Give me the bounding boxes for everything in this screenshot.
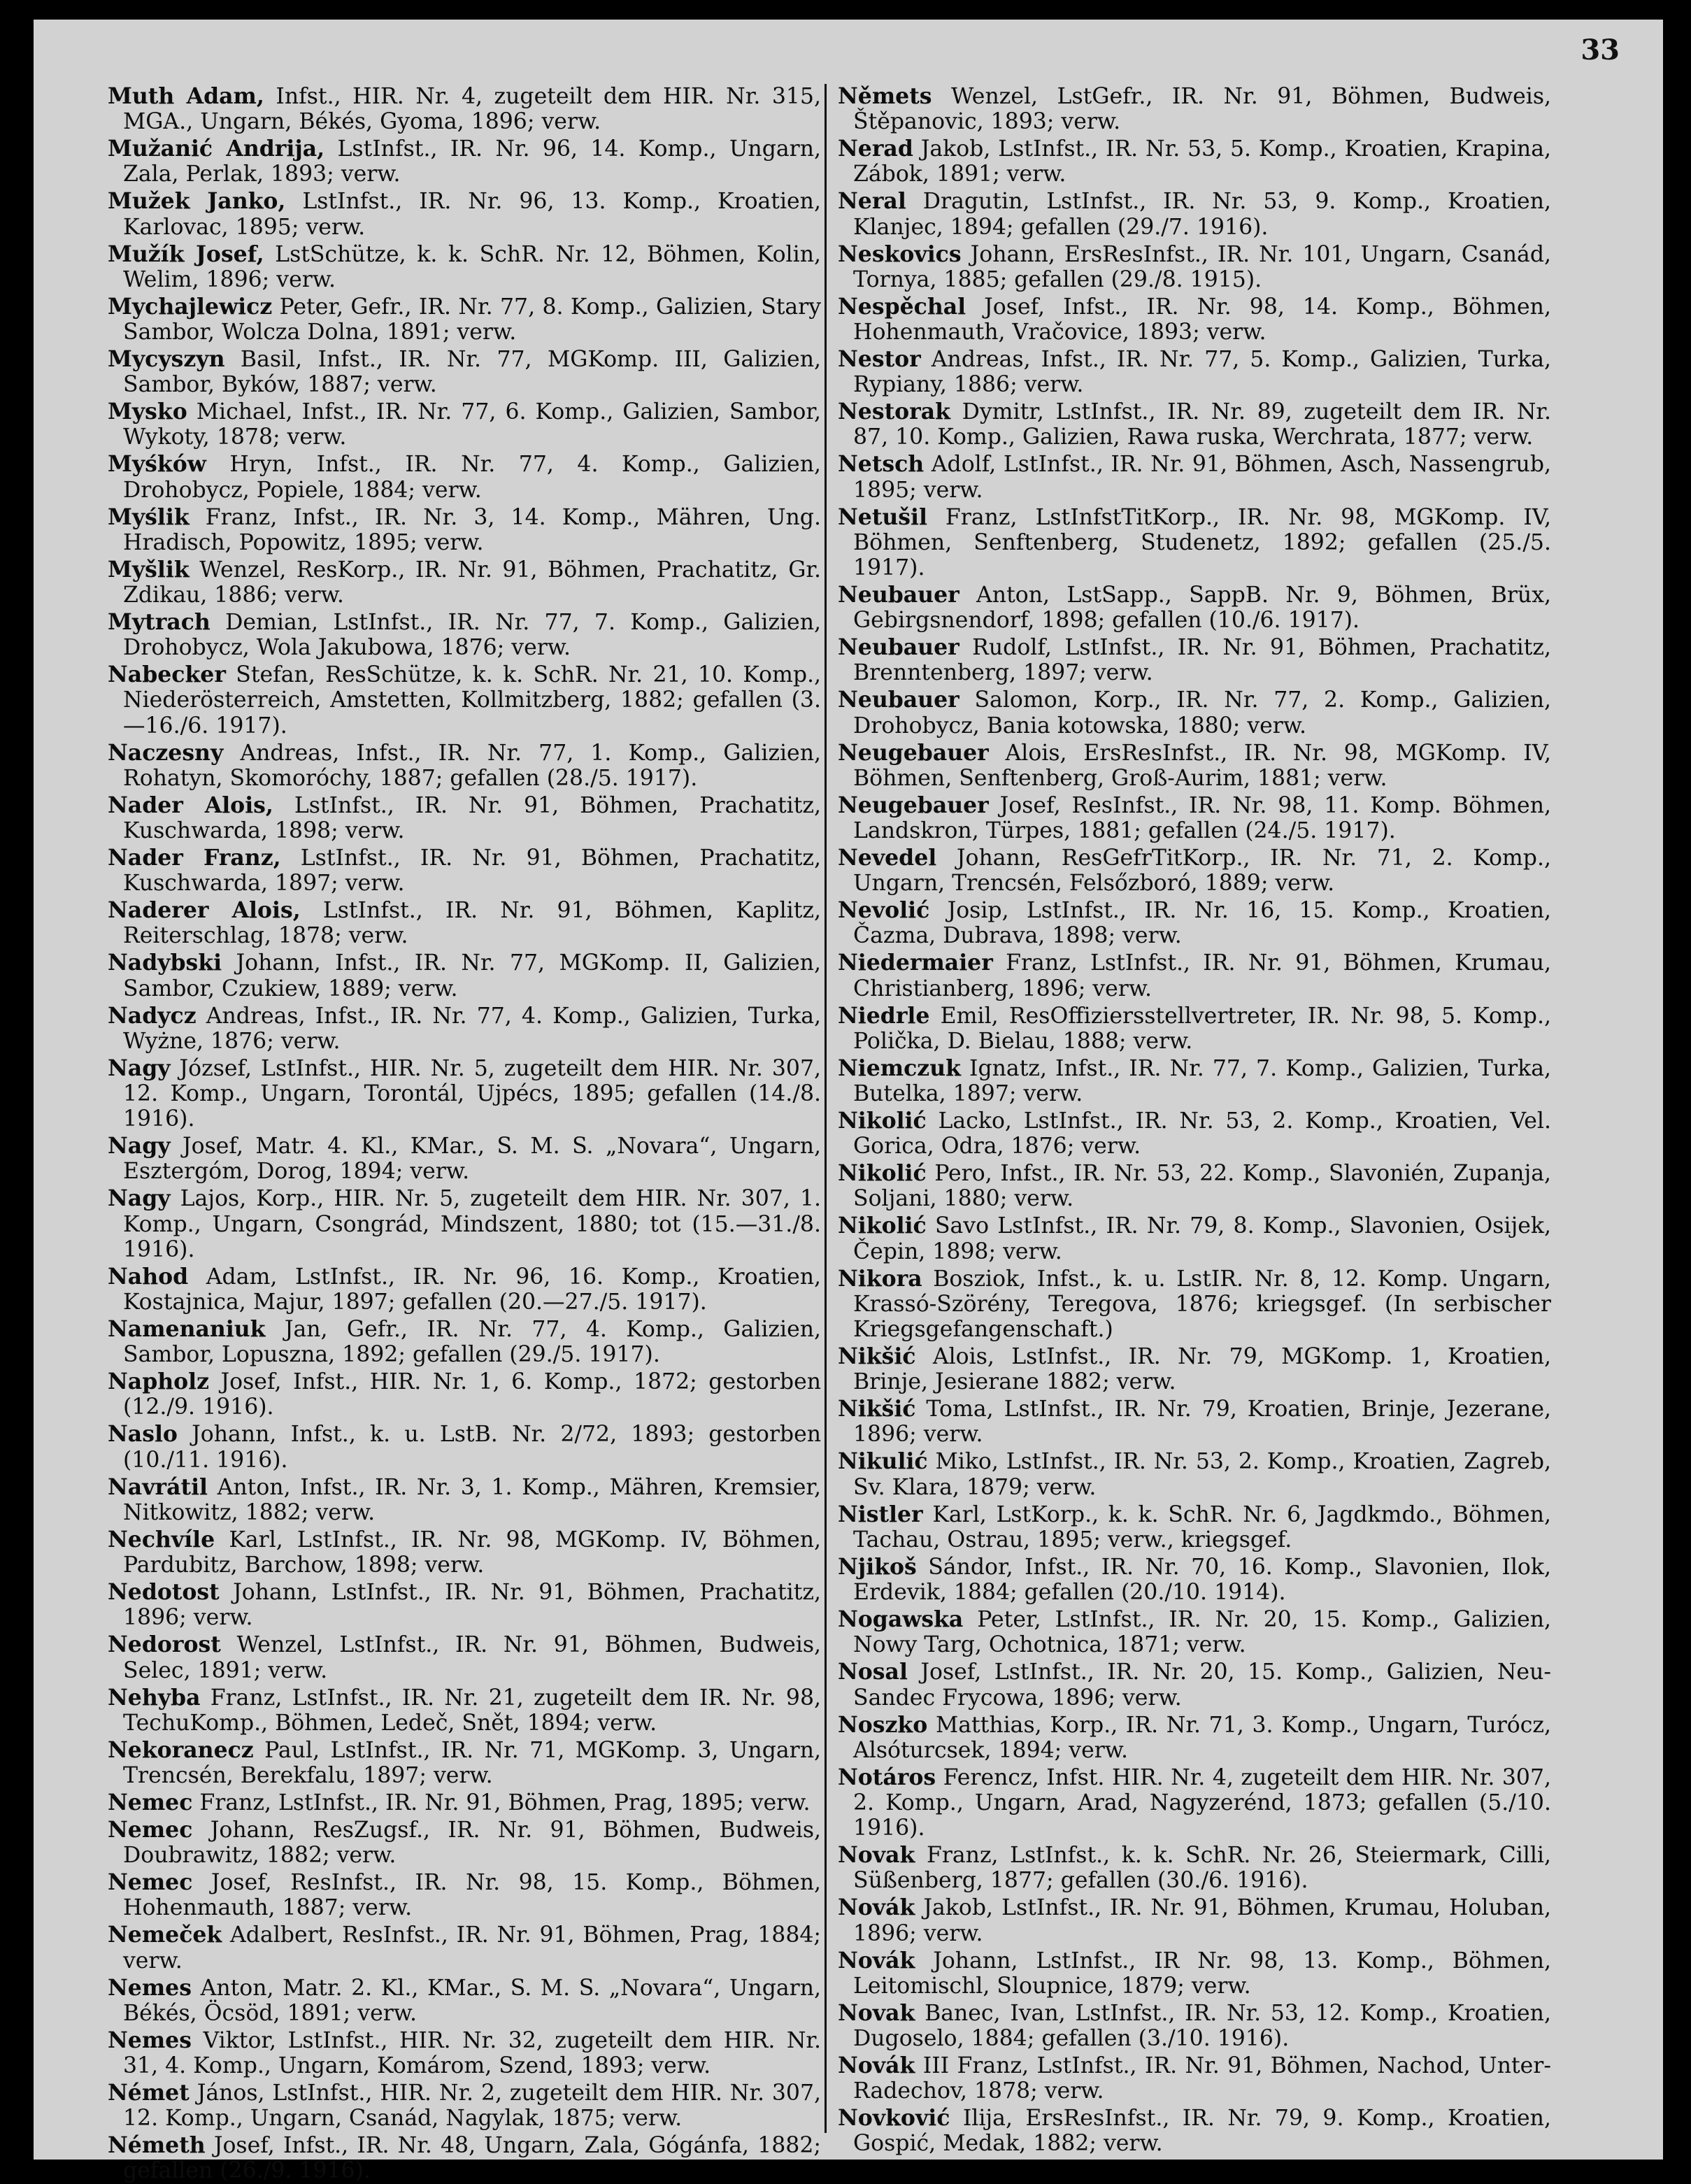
register-entry	[838, 1765, 1551, 1841]
entry-details: Franz, LstInfst., IR. Nr. 21, zugeteilt dem IR. Nr. 98, TechuKomp., Böhmen, Ledeč, Snět, 1894; verw.	[123, 1685, 822, 1736]
entry-surname: Nadybski	[108, 950, 222, 976]
entry-surname: Nestorak	[838, 399, 950, 425]
entry-surname: Neubauer	[838, 687, 959, 713]
entry-details: III Franz, LstInfst., IR. Nr. 91, Böhmen, Nachod, Unter-Radechov, 1878; verw.	[853, 2053, 1551, 2104]
register-entry	[838, 84, 1551, 134]
register-entry	[108, 610, 821, 660]
entry-details: Franz, Infst., IR. Nr. 3, 14. Komp., Mähren, Ung. Hradisch, Popowitz, 1895; verw.	[123, 504, 821, 555]
register-entry	[108, 845, 821, 896]
entry-surname: Neugebauer	[838, 792, 989, 818]
entry-details: Hryn, Infst., IR. Nr. 77, 4. Komp., Galizien, Drohobycz, Popiele, 1884; verw.	[123, 452, 821, 503]
register-entry	[108, 347, 821, 397]
entry-surname: Nader Alois,	[108, 792, 273, 818]
entry-surname: Nemec	[108, 1816, 193, 1843]
register-entry	[108, 662, 821, 738]
register-entry	[108, 1134, 821, 1184]
entry-details: Johann, ErsResInfst., IR. Nr. 101, Ungarn, Csanád, Tornya, 1885; gefallen (29./8. 1915).	[853, 241, 1552, 292]
entry-surname: Nabecker	[108, 662, 226, 688]
register-entry	[838, 1397, 1551, 1447]
entry-surname: Neugebauer	[838, 739, 989, 766]
register-entry	[838, 1344, 1551, 1394]
entry-details: Bosziok, Infst., k. u. LstIR. Nr. 8, 12. Komp. Ungarn, Krassó-Szörény, Teregova, 1876; kriegsgef. (In serbischer Kriegsgefangenschaft.)	[853, 1266, 1552, 1343]
entry-details: Anton, Infst., IR. Nr. 3, 1. Komp., Mähren, Kremsier, Nitkowitz, 1882; verw.	[123, 1474, 821, 1525]
entry-details: Rudolf, LstInfst., IR. Nr. 91, Böhmen, Prachatitz, Brenntenberg, 1897; verw.	[853, 635, 1551, 686]
entry-surname: Namenaniuk	[108, 1316, 266, 1343]
entry-surname: Naczesny	[108, 739, 224, 766]
entry-details: Michael, Infst., IR. Nr. 77, 6. Komp., Galizien, Sambor, Wykoty, 1878; verw.	[123, 399, 821, 450]
register-entry	[838, 1895, 1551, 1946]
entry-surname: Nikora	[838, 1265, 922, 1292]
entry-details: LstInfst., IR. Nr. 91, Böhmen, Prachatitz, Kuschwarda, 1898; verw.	[123, 792, 822, 844]
entry-details: Dymitr, LstInfst., IR. Nr. 89, zugeteilt dem IR. Nr. 87, 10. Komp., Galizien, Rawa ruska, Werchrata, 1877; verw.	[853, 399, 1552, 450]
register-entry	[838, 347, 1551, 397]
register-entry	[108, 1685, 821, 1736]
entry-surname: Nevedel	[838, 845, 937, 871]
entry-surname: Németh	[108, 2132, 206, 2159]
entry-surname: Nadycz	[108, 1002, 197, 1029]
register-entry	[108, 1422, 821, 1472]
register-entry	[108, 1632, 821, 1683]
entry-surname: Netušil	[838, 504, 927, 530]
entry-surname: Neubauer	[838, 634, 959, 661]
entry-surname: Nikolić	[838, 1108, 927, 1134]
register-entry	[108, 1527, 821, 1578]
entry-details: Jakob, LstInfst., IR. Nr. 91, Böhmen, Krumau, Holuban, 1896; verw.	[853, 1895, 1552, 1946]
register-entry	[108, 189, 821, 239]
register-entry	[108, 1056, 821, 1132]
register-entry	[108, 2028, 821, 2078]
entry-details: Karl, LstInfst., IR. Nr. 98, MGKomp. IV, Böhmen, Pardubitz, Barchow, 1898; verw.	[123, 1527, 822, 1578]
entry-surname: Navrátil	[108, 1473, 208, 1500]
register-entry	[108, 1976, 821, 2026]
entry-surname: Myšlik	[108, 556, 190, 583]
entry-surname: Muth Adam,	[108, 83, 264, 109]
entry-details: Sándor, Infst., IR. Nr. 70, 16. Komp., Slavonien, Ilok, Erdevik, 1884; gefallen (20./10. 1914).	[853, 1554, 1551, 1606]
register-entry	[838, 136, 1551, 187]
register-entry	[838, 1713, 1551, 1763]
entry-details: Emil, ResOffiziersstellvertreter, IR. Nr. 98, 5. Komp., Polička, D. Bielau, 1888; verw.	[853, 1003, 1551, 1054]
entry-details: Anton, Matr. 2. Kl., KMar., S. M. S. „Novara“, Ungarn, Békés, Öcsöd, 1891; verw.	[123, 1975, 821, 2026]
entry-details: Banec, Ivan, LstInfst., IR. Nr. 53, 12. Komp., Kroatien, Dugoselo, 1884; gefallen (3./10. 1916).	[853, 2000, 1551, 2051]
entry-surname: Nedotost	[108, 1579, 220, 1606]
register-entry	[838, 583, 1551, 633]
register-entry	[108, 1317, 821, 1367]
entry-surname: Nikšić	[838, 1343, 916, 1370]
entry-surname: Niedermaier	[838, 950, 993, 976]
register-entry	[838, 1948, 1551, 1999]
register-entry	[838, 189, 1551, 239]
entry-surname: Neubauer	[838, 582, 959, 608]
entry-surname: Nahod	[108, 1263, 189, 1290]
entry-details: Johann, ResGefrTitKorp., IR. Nr. 71, 2. Komp., Ungarn, Trencsén, Felsőzboró, 1889; verw.	[853, 845, 1551, 897]
entry-details: Franz, LstInfst., IR. Nr. 91, Böhmen, Prag, 1895; verw.	[199, 1790, 811, 1815]
entry-details: LstInfst., IR. Nr. 96, 14. Komp., Ungarn, Zala, Perlak, 1893; verw.	[123, 136, 821, 187]
entry-details: Johann, LstInfst., IR Nr. 98, 13. Komp., Böhmen, Leitomischl, Sloupnice, 1879; verw.	[853, 1948, 1551, 1999]
register-entry	[108, 1818, 821, 1868]
page-number: 33	[1581, 34, 1620, 66]
register-entry	[838, 793, 1551, 843]
register-entry	[838, 1607, 1551, 1657]
entry-surname: Nikulić	[838, 1448, 928, 1475]
register-entry	[108, 1870, 821, 1920]
register-entry	[108, 793, 821, 843]
register-entry	[108, 242, 821, 292]
register-entry	[108, 1186, 821, 1262]
entry-details: LstSchütze, k. k. SchR. Nr. 12, Böhmen, Kolin, Welim, 1896; verw.	[123, 241, 821, 292]
entry-surname: Nogawska	[838, 1606, 964, 1633]
entry-surname: Naslo	[108, 1421, 178, 1448]
entry-details: Josef, LstInfst., IR. Nr. 20, 15. Komp., Galizien, Neu-Sandec Frycowa, 1896; verw.	[853, 1660, 1551, 1711]
entry-surname: Novák	[838, 2052, 915, 2078]
register-entry	[838, 845, 1551, 896]
entry-details: Josef, ResInfst., IR. Nr. 98, 15. Komp., Böhmen, Hohenmauth, 1887; verw.	[123, 1870, 822, 1921]
entry-surname: Nekoranecz	[108, 1736, 254, 1763]
entry-surname: Nespěchal	[838, 293, 966, 320]
entry-surname: Neral	[838, 188, 906, 215]
register-entry	[108, 399, 821, 450]
register-entry	[108, 1922, 821, 1973]
register-entry	[838, 1843, 1551, 1893]
register-entry	[108, 1264, 821, 1315]
entry-details: Josef, Infst., HIR. Nr. 1, 6. Komp., 1872; gestorben (12./9. 1916).	[123, 1369, 822, 1420]
entry-details: Adam, LstInfst., IR. Nr. 96, 16. Komp., Kroatien, Kostajnica, Majur, 1897; gefallen (20.—27./5. 1917).	[123, 1264, 822, 1315]
document-page	[34, 20, 1663, 2184]
entry-surname: Napholz	[108, 1369, 209, 1395]
entry-details: János, LstInfst., HIR. Nr. 2, zugeteilt dem HIR. Nr. 307, 12. Komp., Ungarn, Csanád, Nagylak, 1875; verw.	[123, 2080, 822, 2132]
entry-details: Toma, LstInfst., IR. Nr. 79, Kroatien, Brinje, Jezerane, 1896; verw.	[853, 1397, 1551, 1448]
register-entry	[838, 2053, 1551, 2104]
entry-surname: Nikolić	[838, 1213, 927, 1239]
entry-details: Peter, Gefr., IR. Nr. 77, 8. Komp., Galizien, Stary Sambor, Wolcza Dolna, 1891; verw.	[123, 294, 822, 345]
entry-surname: Mužík Josef,	[108, 241, 264, 267]
register-entry	[108, 505, 821, 555]
entry-details: Ferencz, Infst. HIR. Nr. 4, zugeteilt dem HIR. Nr. 307, 2. Komp., Ungarn, Arad, Nagyzerénd, 1873; gefallen (5./10. 1916).	[853, 1764, 1552, 1841]
entry-surname: Nikolić	[838, 1160, 927, 1187]
entry-surname: Novak	[838, 1999, 915, 2026]
register-entry	[108, 1369, 821, 1420]
entry-surname: Notáros	[838, 1764, 936, 1790]
register-entry	[108, 2133, 821, 2183]
entry-details: Lacko, LstInfst., IR. Nr. 53, 2. Komp., Kroatien, Vel. Gorica, Odra, 1876; verw.	[853, 1108, 1552, 1159]
entry-details: LstInfst., IR. Nr. 91, Böhmen, Prachatitz, Kuschwarda, 1897; verw.	[123, 845, 822, 897]
register-entry	[108, 557, 821, 608]
entry-surname: Nemes	[108, 1974, 192, 2001]
register-entry	[838, 1449, 1551, 1499]
register-entry	[108, 741, 821, 791]
entry-details: Matthias, Korp., IR. Nr. 71, 3. Komp., Ungarn, Turócz, Alsóturcsek, 1894; verw.	[853, 1712, 1552, 1763]
register-entry	[108, 84, 821, 134]
register-entry	[108, 452, 821, 502]
entry-details: Josef, Matr. 4. Kl., KMar., S. M. S. „Novara“, Ungarn, Esztergóm, Dorog, 1894; verw.	[123, 1134, 822, 1185]
entry-details: Johann, Infst., IR. Nr. 77, MGKomp. II, Galizien, Sambor, Czukiew, 1889; verw.	[123, 950, 821, 1001]
entry-surname: Mychajlewicz	[108, 293, 273, 320]
entry-details: Andreas, Infst., IR. Nr. 77, 1. Komp., Galizien, Rohatyn, Skomoróchy, 1887; gefallen (28./5. 1917).	[123, 740, 821, 791]
register-entry	[108, 1475, 821, 1525]
entry-details: József, LstInfst., HIR. Nr. 5, zugeteilt dem HIR. Nr. 307, 12. Komp., Ungarn, Torontál, Ujpécs, 1895; gefallen (14./8. 1916).	[123, 1055, 822, 1132]
entry-surname: Niemczuk	[838, 1055, 961, 1081]
entry-details: Wenzel, ResKorp., IR. Nr. 91, Böhmen, Prachatitz, Gr. Zdikau, 1886; verw.	[123, 557, 822, 608]
entry-surname: Naderer Alois,	[108, 897, 301, 924]
register-entry	[838, 1108, 1551, 1159]
entry-details: Johann, Infst., k. u. LstB. Nr. 2/72, 1893; gestorben (10./11. 1916).	[123, 1422, 822, 1473]
entry-details: Lajos, Korp., HIR. Nr. 5, zugeteilt dem HIR. Nr. 307, 1. Komp., Ungarn, Csongrád, Mindszent, 1880; tot (15.—31./8. 1916).	[123, 1186, 821, 1262]
register-entry	[108, 294, 821, 345]
entry-surname: Német	[108, 2079, 190, 2106]
entry-details: Adolf, LstInfst., IR. Nr. 91, Böhmen, Asch, Nassengrub, 1895; verw.	[853, 452, 1552, 503]
register-entry	[108, 1790, 821, 1815]
entry-surname: Nistler	[838, 1501, 923, 1527]
entry-details: Wenzel, LstGefr., IR. Nr. 91, Böhmen, Budweis, Štěpanovic, 1893; verw.	[853, 84, 1551, 135]
entry-details: LstInfst., IR. Nr. 96, 13. Komp., Kroatien, Karlovac, 1895; verw.	[123, 189, 821, 240]
entry-surname: Novak	[838, 1842, 915, 1869]
register-entry	[838, 242, 1551, 292]
entry-surname: Mužek Janko,	[108, 188, 286, 215]
register-entry	[838, 1213, 1551, 1264]
entry-surname: Neskovics	[838, 241, 962, 267]
entry-surname: Nestor	[838, 346, 921, 373]
entry-surname: Nemeček	[108, 1922, 222, 1948]
entry-details: Pero, Infst., IR. Nr. 53, 22. Komp., Slavonién, Zupanja, Soljani, 1880; verw.	[853, 1161, 1551, 1212]
entry-surname: Nedorost	[108, 1632, 221, 1658]
entry-details: Ignatz, Infst., IR. Nr. 77, 7. Komp., Galizien, Turka, Butelka, 1897; verw.	[853, 1055, 1552, 1107]
column-divider	[825, 84, 827, 2133]
entry-surname: Noszko	[838, 1711, 928, 1738]
entry-surname: Novák	[838, 1894, 915, 1921]
entry-surname: Mysko	[108, 399, 187, 425]
entry-details: Franz, LstInfst., IR. Nr. 91, Böhmen, Krumau, Christianberg, 1896; verw.	[853, 950, 1551, 1001]
register-entry	[838, 399, 1551, 450]
entry-surname: Mytrach	[108, 609, 211, 636]
entry-surname: Nerad	[838, 136, 913, 162]
entry-surname: Nagy	[108, 1055, 171, 1081]
entry-surname: Novák	[838, 1947, 915, 1974]
register-entry	[838, 1056, 1551, 1106]
register-entry	[108, 950, 821, 1001]
entry-details: Infst., HIR. Nr. 4, zugeteilt dem HIR. Nr. 315, MGA., Ungarn, Békés, Gyoma, 1896; verw.	[123, 84, 821, 135]
entry-surname: Nader Franz,	[108, 845, 281, 871]
entry-details: Adalbert, ResInfst., IR. Nr. 91, Böhmen, Prag, 1884; verw.	[123, 1922, 822, 1974]
entry-details: Josip, LstInfst., IR. Nr. 16, 15. Komp., Kroatien, Čazma, Dubrava, 1898; verw.	[853, 898, 1551, 949]
entry-details: Jakob, LstInfst., IR. Nr. 53, 5. Komp., Kroatien, Krapina, Zábok, 1891; verw.	[853, 136, 1551, 187]
entry-surname: Nosal	[838, 1659, 908, 1685]
entry-surname: Nehyba	[108, 1684, 201, 1711]
register-entry	[838, 741, 1551, 791]
entry-surname: Nevolić	[838, 897, 930, 924]
entry-details: Johann, ResZugsf., IR. Nr. 91, Böhmen, Budweis, Doubrawitz, 1882; verw.	[123, 1817, 822, 1869]
register-entry	[838, 452, 1551, 502]
right-column	[838, 83, 1552, 2157]
entry-surname: Netsch	[838, 451, 925, 478]
register-entry	[838, 1266, 1551, 1343]
register-entry	[108, 1738, 821, 1788]
entry-details: Basil, Infst., IR. Nr. 77, MGKomp. III, Galizien, Sambor, Byków, 1887; verw.	[123, 347, 821, 398]
entry-surname: Myślik	[108, 504, 190, 530]
entry-details: Miko, LstInfst., IR. Nr. 53, 2. Komp., Kroatien, Zagreb, Sv. Klara, 1879; verw.	[853, 1449, 1552, 1500]
register-entry	[838, 2001, 1551, 2051]
register-entry	[108, 1580, 821, 1630]
entry-details: Josef, Infst., IR. Nr. 48, Ungarn, Zala, Gógánfa, 1882; gefallen (26./9. 1916).	[123, 2133, 822, 2184]
entry-details: Alois, LstInfst., IR. Nr. 79, MGKomp. 1, Kroatien, Brinje, Jesierane 1882; verw.	[853, 1344, 1552, 1395]
left-column	[108, 83, 822, 2184]
register-entry	[838, 505, 1551, 581]
register-entry	[108, 136, 821, 187]
entry-details: Ilija, ErsResInfst., IR. Nr. 79, 9. Komp., Kroatien, Gospić, Medak, 1882; verw.	[853, 2106, 1551, 2157]
entry-details: Jan, Gefr., IR. Nr. 77, 4. Komp., Galizien, Sambor, Lopuszna, 1892; gefallen (29./5. 1917).	[123, 1317, 822, 1368]
register-entry	[108, 2080, 821, 2131]
entry-surname: Nechvíle	[108, 1526, 215, 1553]
entry-surname: Nagy	[108, 1133, 171, 1159]
register-entry	[838, 1161, 1551, 1211]
entry-details: Salomon, Korp., IR. Nr. 77, 2. Komp., Galizien, Drohobycz, Bania kotowska, 1880; verw.	[853, 687, 1552, 738]
entry-surname: Nikšić	[838, 1396, 916, 1422]
entry-details: Savo LstInfst., IR. Nr. 79, 8. Komp., Slavonien, Osijek, Čepin, 1898; verw.	[853, 1213, 1552, 1264]
register-entry	[838, 950, 1551, 1001]
entry-surname: Nemes	[108, 2027, 192, 2053]
entry-surname: Nagy	[108, 1185, 171, 1212]
entry-surname: Niedrle	[838, 1002, 930, 1029]
register-entry	[838, 294, 1551, 345]
entry-details: Dragutin, LstInfst., IR. Nr. 53, 9. Komp., Kroatien, Klanjec, 1894; gefallen (29./7. 1916).	[853, 189, 1552, 240]
entry-details: Viktor, LstInfst., HIR. Nr. 32, zugeteilt dem HIR. Nr. 31, 4. Komp., Ungarn, Komárom, Szend, 1893; verw.	[123, 2027, 822, 2078]
entry-details: Andreas, Infst., IR. Nr. 77, 4. Komp., Galizien, Turka, Wyżne, 1876; verw.	[123, 1003, 821, 1054]
entry-surname: Nemec	[108, 1869, 193, 1896]
entry-details: Franz, LstInfstTitKorp., IR. Nr. 98, MGKomp. IV, Böhmen, Senftenberg, Studenetz, 1892; gefallen (25./5. 1917).	[853, 504, 1551, 581]
entry-surname: Nemec	[108, 1789, 193, 1815]
entry-details: Anton, LstSapp., SappB. Nr. 9, Böhmen, Brüx, Gebirgsnendorf, 1898; gefallen (10./6. 1917).	[853, 583, 1551, 634]
register-entry	[838, 687, 1551, 738]
entry-details: LstInfst., IR. Nr. 91, Böhmen, Kaplitz, Reiterschlag, 1878; verw.	[123, 898, 821, 949]
entry-details: Paul, LstInfst., IR. Nr. 71, MGKomp. 3, Ungarn, Trencsén, Berekfalu, 1897; verw.	[123, 1737, 821, 1788]
register-entry	[838, 2106, 1551, 2156]
register-entry	[838, 635, 1551, 685]
entry-surname: Němets	[838, 83, 932, 109]
register-entry	[838, 898, 1551, 948]
entry-surname: Novković	[838, 2105, 950, 2132]
register-entry	[838, 1502, 1551, 1553]
entry-details: Peter, LstInfst., IR. Nr. 20, 15. Komp., Galizien, Nowy Targ, Ochotnica, 1871; verw.	[853, 1607, 1552, 1658]
entry-details: Franz, LstInfst., k. k. SchR. Nr. 26, Steiermark, Cilli, Süßenberg, 1877; gefallen (30./6. 1916).	[853, 1843, 1552, 1894]
register-entry	[838, 1555, 1551, 1605]
entry-details: Demian, LstInfst., IR. Nr. 77, 7. Komp., Galizien, Drohobycz, Wola Jakubowa, 1876; verw.	[123, 610, 821, 661]
entry-details: Karl, LstKorp., k. k. SchR. Nr. 6, Jagdkmdo., Böhmen, Tachau, Ostrau, 1895; verw., kriegsgef.	[853, 1501, 1551, 1553]
entry-surname: Myśków	[108, 451, 206, 478]
entry-details: Andreas, Infst., IR. Nr. 77, 5. Komp., Galizien, Turka, Rypiany, 1886; verw.	[853, 347, 1551, 398]
entry-details: Josef, ResInfst., IR. Nr. 98, 11. Komp. Böhmen, Landskron, Türpes, 1881; gefallen (24./5. 1917).	[853, 792, 1552, 844]
register-entry	[108, 898, 821, 948]
entry-surname: Mycyszyn	[108, 346, 225, 373]
entry-details: Alois, ErsResInfst., IR. Nr. 98, MGKomp. IV, Böhmen, Senftenberg, Groß-Aurim, 1881; verw.	[853, 740, 1552, 791]
entry-details: Wenzel, LstInfst., IR. Nr. 91, Böhmen, Budweis, Selec, 1891; verw.	[123, 1632, 822, 1683]
register-entry	[838, 1004, 1551, 1054]
entry-surname: Njikoš	[838, 1553, 917, 1580]
entry-surname: Mužanić Andrija,	[108, 136, 325, 162]
register-entry	[108, 1004, 821, 1054]
register-entry	[838, 1660, 1551, 1710]
entry-details: Stefan, ResSchütze, k. k. SchR. Nr. 21, 10. Komp., Niederösterreich, Amstetten, Kollmitzberg, 1882; gefallen (3.—16./6. 1917).	[123, 662, 822, 738]
entry-details: Johann, LstInfst., IR. Nr. 91, Böhmen, Prachatitz, 1896; verw.	[123, 1580, 822, 1631]
entry-details: Josef, Infst., IR. Nr. 98, 14. Komp., Böhmen, Hohenmauth, Vračovice, 1893; verw.	[853, 294, 1551, 345]
